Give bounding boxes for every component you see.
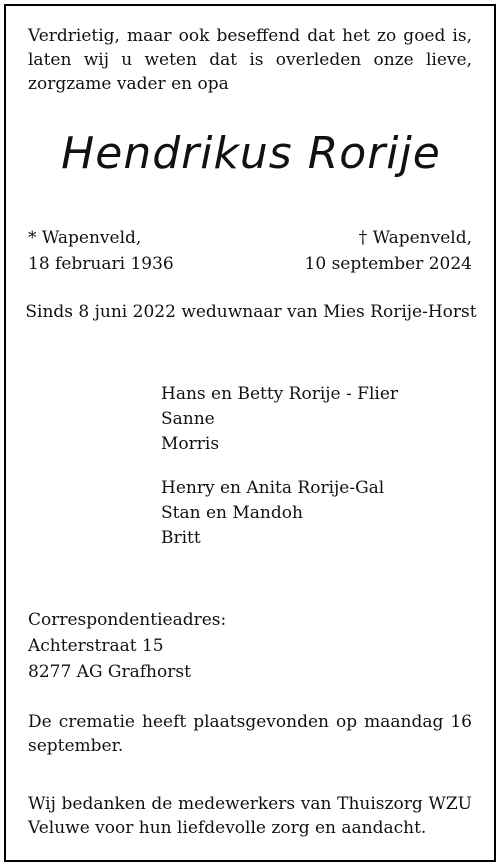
- family-member: Hans en Betty Rorije - Flier: [161, 384, 399, 404]
- family-member: Sanne: [161, 409, 215, 429]
- family-member: Morris: [161, 434, 220, 454]
- family-member: Henry en Anita Rorije-Gal: [161, 478, 385, 498]
- death-place: † Wapenveld,: [358, 228, 472, 248]
- widower-line: Sinds 8 juni 2022 weduwnaar van Mies Rorije-Horst: [25, 302, 477, 322]
- intro-text: Verdrietig, maar ook beseffend dat het zo goed is, laten wij u weten dat is overleden onze lieve, zorgzame vader en opa: [28, 26, 472, 94]
- deceased-name: Hendrikus Rorije: [61, 128, 441, 179]
- thanks-text: Wij bedanken de medewerkers van Thuiszorg WZU Veluwe voor hun liefdevolle zorg en aandacht.: [28, 794, 472, 838]
- family-member: Stan en Mandoh: [161, 503, 303, 523]
- birth-date: 18 februari 1936: [28, 254, 174, 274]
- correspondence-label: Correspondentieadres:: [28, 610, 227, 630]
- birth-place: * Wapenveld,: [28, 228, 142, 248]
- correspondence-street: Achterstraat 15: [28, 636, 164, 656]
- family-member: Britt: [161, 528, 201, 548]
- cremation-text: De crematie heeft plaatsgevonden op maandag 16 september.: [28, 712, 472, 756]
- death-date: 10 september 2024: [304, 254, 472, 274]
- correspondence-postcode: 8277 AG Grafhorst: [28, 662, 191, 682]
